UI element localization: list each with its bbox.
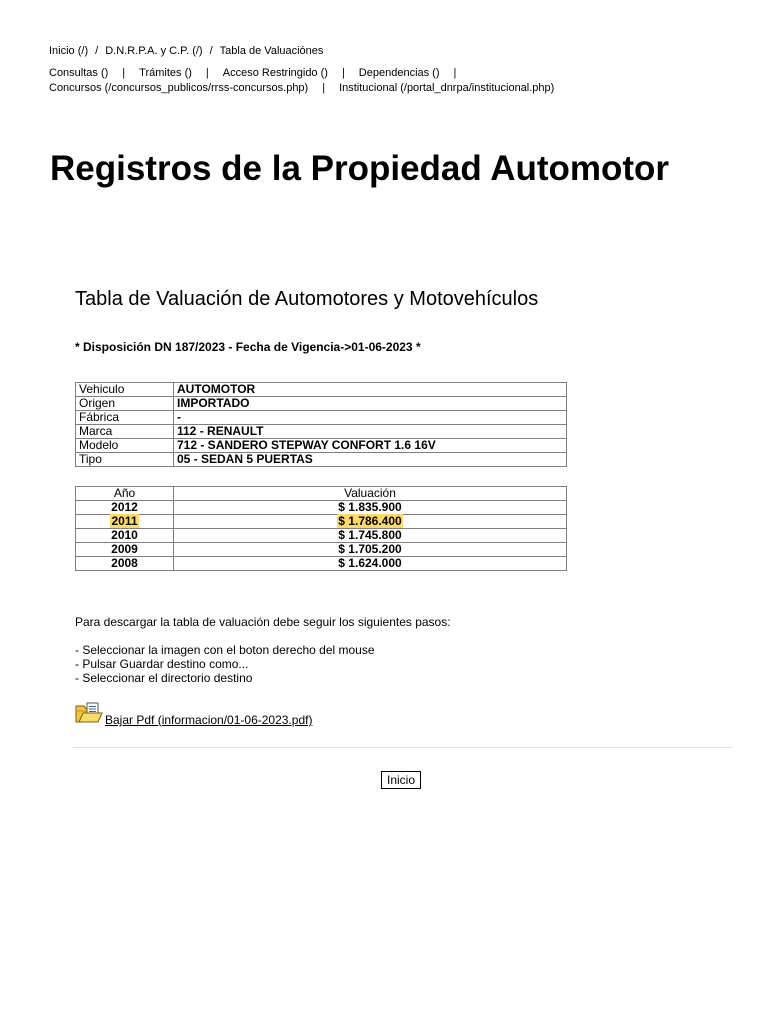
table-row xyxy=(76,383,567,397)
download-pdf[interactable] xyxy=(75,700,312,728)
vehicle-info-value: - xyxy=(174,411,567,425)
table-row xyxy=(76,411,567,425)
vehicle-info-value: 112 - RENAULT xyxy=(174,425,567,439)
vehicle-info-label: Marca xyxy=(76,425,174,439)
valuation-amount: $ 1.705.200 xyxy=(174,543,567,557)
breadcrumb-separator: / xyxy=(95,45,99,57)
valuation-amount: $ 1.786.400 xyxy=(338,514,402,528)
download-instructions xyxy=(75,615,451,685)
valuation-amount: $ 1.624.000 xyxy=(174,557,567,571)
valuation-amount-cell xyxy=(174,515,567,529)
breadcrumb-item-current: Tabla de Valuaciónes xyxy=(219,45,324,57)
vehicle-info-table xyxy=(75,382,567,467)
download-pdf-link[interactable]: Bajar Pdf (informacion/01-06-2023.pdf) xyxy=(105,713,313,727)
valuation-amount: $ 1.835.900 xyxy=(174,501,567,515)
vehicle-info-label: Modelo xyxy=(76,439,174,453)
nav-item-institucional[interactable]: Institucional (/portal_dnrpa/institucional.php) xyxy=(339,82,555,94)
valuation-amount: $ 1.745.800 xyxy=(174,529,567,543)
page-title: Registros de la Propiedad Automotor xyxy=(50,149,670,188)
vehicle-info-value: 712 - SANDERO STEPWAY CONFORT 1.6 16V xyxy=(174,439,567,453)
vehicle-info-label: Tipo xyxy=(76,453,174,467)
nav-item-dependencias[interactable]: Dependencias () xyxy=(358,67,440,79)
nav-separator: | xyxy=(205,67,209,79)
column-header-year: Año xyxy=(76,487,174,501)
nav-item-concursos[interactable]: Concursos (/concursos_publicos/rrss-concursos.php) xyxy=(49,82,309,94)
nav-separator: | xyxy=(122,67,126,79)
instruction-step: - Seleccionar la imagen con el boton derecho del mouse xyxy=(75,643,375,657)
instruction-step: - Seleccionar el directorio destino xyxy=(75,671,253,685)
top-nav-row xyxy=(49,66,749,81)
table-row xyxy=(76,557,567,571)
table-row-highlighted xyxy=(76,515,567,529)
vehicle-info-label: Fábrica xyxy=(76,411,174,425)
section-title: Tabla de Valuación de Automotores y Motovehículos xyxy=(75,288,539,310)
table-row xyxy=(76,501,567,515)
folder-document-icon[interactable] xyxy=(75,700,103,728)
valuation-year: 2008 xyxy=(76,557,174,571)
nav-separator: | xyxy=(453,67,457,79)
nav-item-acceso-restringido[interactable]: Acceso Restringido () xyxy=(222,67,328,79)
nav-item-consultas[interactable]: Consultas () xyxy=(49,67,109,79)
valuation-year: 2011 xyxy=(111,514,138,528)
spacer xyxy=(75,629,451,643)
instruction-step: - Pulsar Guardar destino como... xyxy=(75,657,249,671)
breadcrumb xyxy=(49,45,323,58)
valuation-year: 2009 xyxy=(76,543,174,557)
nav-separator: | xyxy=(341,67,345,79)
valuation-year-cell xyxy=(76,515,174,529)
table-row xyxy=(76,453,567,467)
table-row xyxy=(76,425,567,439)
table-row xyxy=(76,529,567,543)
table-row xyxy=(76,543,567,557)
table-row xyxy=(76,397,567,411)
vehicle-info-value: IMPORTADO xyxy=(174,397,567,411)
instructions-intro: Para descargar la tabla de valuación debe seguir los siguientes pasos: xyxy=(75,615,451,629)
valuation-year: 2012 xyxy=(76,501,174,515)
inicio-button[interactable]: Inicio xyxy=(381,771,421,789)
valuation-year: 2010 xyxy=(76,529,174,543)
nav-item-tramites[interactable]: Trámites () xyxy=(139,67,192,79)
breadcrumb-separator: / xyxy=(209,45,213,57)
table-row xyxy=(76,439,567,453)
table-header-row xyxy=(76,487,567,501)
vehicle-info-label: Vehiculo xyxy=(76,383,174,397)
breadcrumb-item-inicio[interactable]: Inicio (/) xyxy=(49,45,89,57)
breadcrumb-item-dnrpa[interactable]: D.N.R.P.A. y C.P. (/) xyxy=(105,45,203,57)
disposicion-label: * Disposición DN 187/2023 - Fecha de Vigencia->01-06-2023 * xyxy=(75,340,421,354)
valuation-table xyxy=(75,486,567,571)
nav-separator: | xyxy=(322,82,326,94)
divider xyxy=(73,747,733,748)
vehicle-info-label: Origen xyxy=(76,397,174,411)
top-nav-row xyxy=(49,81,749,96)
column-header-valuation: Valuación xyxy=(174,487,567,501)
vehicle-info-value: AUTOMOTOR xyxy=(174,383,567,397)
top-nav xyxy=(49,66,749,96)
vehicle-info-value: 05 - SEDAN 5 PUERTAS xyxy=(174,453,567,467)
